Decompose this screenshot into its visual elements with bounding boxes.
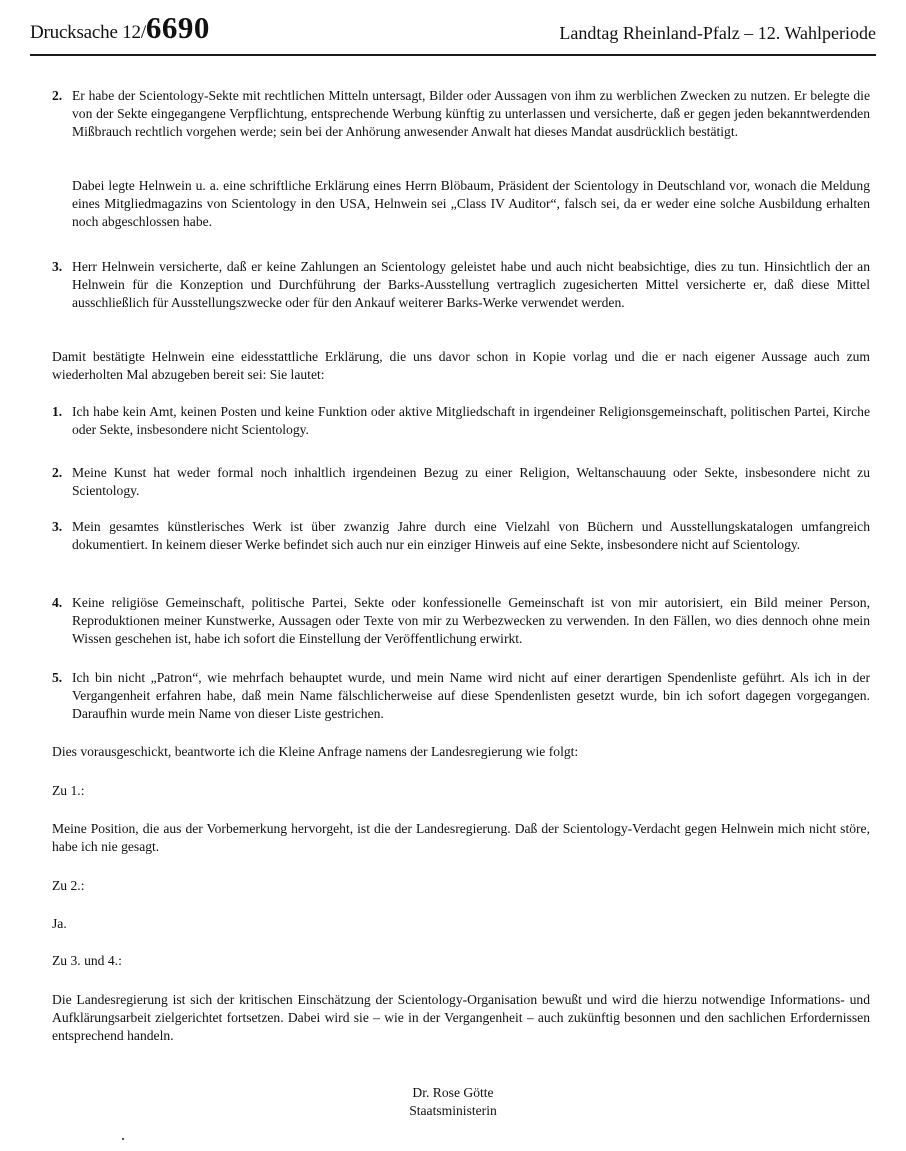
item-number: 4. — [52, 595, 63, 610]
item-number: 2. — [52, 465, 63, 480]
document-number-prefix: Drucksache 12/ — [30, 22, 146, 43]
signature-name: Dr. Rose Götte — [412, 1085, 494, 1100]
item-text: Er habe der Scientology-Sekte mit rechtlichen Mitteln untersagt, Bilder oder Aussagen von ihm zu werblichen Zwecken zu nutzen. Er belegte die von der Sekte eingegangene Verpflichtung, entsprechende Werbung künftig zu unterlassen und versicherte, daß er gegen jeden bekanntwerdenden Mißbrauch rechtlich vorgehen werde; sein bei der Anhörung anwesender Anwalt hat dieses Mandat ausdrücklich bestätigt. — [72, 88, 870, 140]
answer-text: Die Landesregierung ist sich der kritischen Einschätzung der Scientology-Organisation bewußt und wird die hierzu notwendige Informations- und Aufklärungsarbeit zielgerichtet fortsetzen. Dabei wird sie – wie in der Vergangenheit – auch zukünftig besonnen und den sachlichen Erfordernissen entsprechend handeln. — [52, 992, 870, 1044]
declaration-item — [52, 464, 870, 500]
answer-text: Meine Position, die aus der Vorbemerkung hervorgeht, ist die der Landesregierung. Daß der Scientology-Verdacht gegen Helnwein mich nicht störe, habe ich nie gesagt. — [52, 821, 870, 855]
item-number: 1. — [52, 404, 63, 419]
answer-text: Ja. — [52, 916, 67, 931]
item-text: Herr Helnwein versicherte, daß er keine Zahlungen an Scientology geleistet habe und auch nicht beabsichtige, dies zu tun. Hinsichtlich der an Helnwein für die Konzeption und Durchführung der Barks-Ausstellung vertraglich zugesicherten Mittel versicherte er, daß diese Mittel ausschließlich für Ausstellungszwecke oder für den Ankauf weiterer Barks-Werke verwendet werden. — [72, 259, 870, 311]
item-text: Ich bin nicht „Patron“, wie mehrfach behauptet wurde, und mein Name wird nicht auf einer derartigen Spendenliste geführt. Als ich in der Vergangenheit erfahren habe, daß mein Name fälschlicherweise auf diese Spendenlisten gesetzt wurde, bin ich sofort dagegen vorgegangen. Daraufhin wurde mein Name von dieser Liste gestrichen. — [72, 670, 870, 722]
item-number: 3. — [52, 519, 63, 534]
item-number: 3. — [52, 259, 63, 274]
header-divider — [30, 54, 876, 56]
scan-speck — [122, 1138, 124, 1140]
document-number-value: 6690 — [145, 10, 210, 45]
preamble-item-followup: Dabei legte Helnwein u. a. eine schriftliche Erklärung eines Herrn Blöbaum, Präsident der Scientology in Deutschland vor, wonach die Meldung eines Mitgliedmagazins von Scientology in den USA, Helnwein sei „Class IV Auditor“, falsch sei, da er weder eine solche Ausbildung erhalten noch abgeschlossen habe. — [72, 178, 870, 230]
declaration-item — [52, 518, 870, 554]
item-text: Meine Kunst hat weder formal noch inhaltlich irgendeinen Bezug zu einer Religion, Weltanschauung oder Sekte, insbesondere nicht zu Scientology. — [72, 465, 870, 499]
signature-title: Staatsministerin — [409, 1103, 497, 1118]
parliament-title: Landtag Rheinland-Pfalz – 12. Wahlperiode — [559, 23, 876, 43]
preamble-item — [52, 258, 870, 313]
page-header — [30, 10, 876, 50]
declaration-item — [52, 403, 870, 439]
declaration-item — [52, 594, 870, 649]
answer-heading: Zu 2.: — [52, 878, 85, 893]
declaration-item — [52, 669, 870, 724]
preamble-item — [52, 87, 870, 142]
answer-intro: Dies vorausgeschickt, beantworte ich die Kleine Anfrage namens der Landesregierung wie folgt: — [52, 744, 579, 759]
item-text: Keine religiöse Gemeinschaft, politische Partei, Sekte oder konfessionelle Gemeinschaft ist von mir autorisiert, ein Bild meiner Person, Reproduktionen meiner Kunstwerke, Aussagen oder Texte von mir zu Werbezwecken zu verwenden. In den Fällen, wo dies dennoch ohne mein Wissen geschehen ist, habe ich sofort die Einstellung der Veröffentlichung erwirkt. — [72, 595, 870, 647]
item-text: Ich habe kein Amt, keinen Posten und keine Funktion oder aktive Mitgliedschaft in irgendeiner Religionsgemeinschaft, politischen Partei, Kirche oder Sekte, insbesondere nicht Scientology. — [72, 404, 870, 438]
item-text: Mein gesamtes künstlerisches Werk ist über zwanzig Jahre durch eine Vielzahl von Büchern und Ausstellungskatalogen umfangreich dokumentiert. In keinem dieser Werke befindet sich auch nur ein einziger Hinweis auf eine Sekte, insbesondere nicht auf Scientology. — [72, 519, 870, 553]
declaration-intro: Damit bestätigte Helnwein eine eidesstattliche Erklärung, die uns davor schon in Kopie vorlag und die er nach eigener Aussage auch zum wiederholten Mal abzugeben bereit sei: Sie lautet: — [52, 349, 870, 383]
item-number: 2. — [52, 88, 63, 103]
answer-heading: Zu 1.: — [52, 783, 85, 798]
answer-heading: Zu 3. und 4.: — [52, 953, 122, 968]
item-number: 5. — [52, 670, 63, 685]
document-number — [30, 10, 210, 46]
